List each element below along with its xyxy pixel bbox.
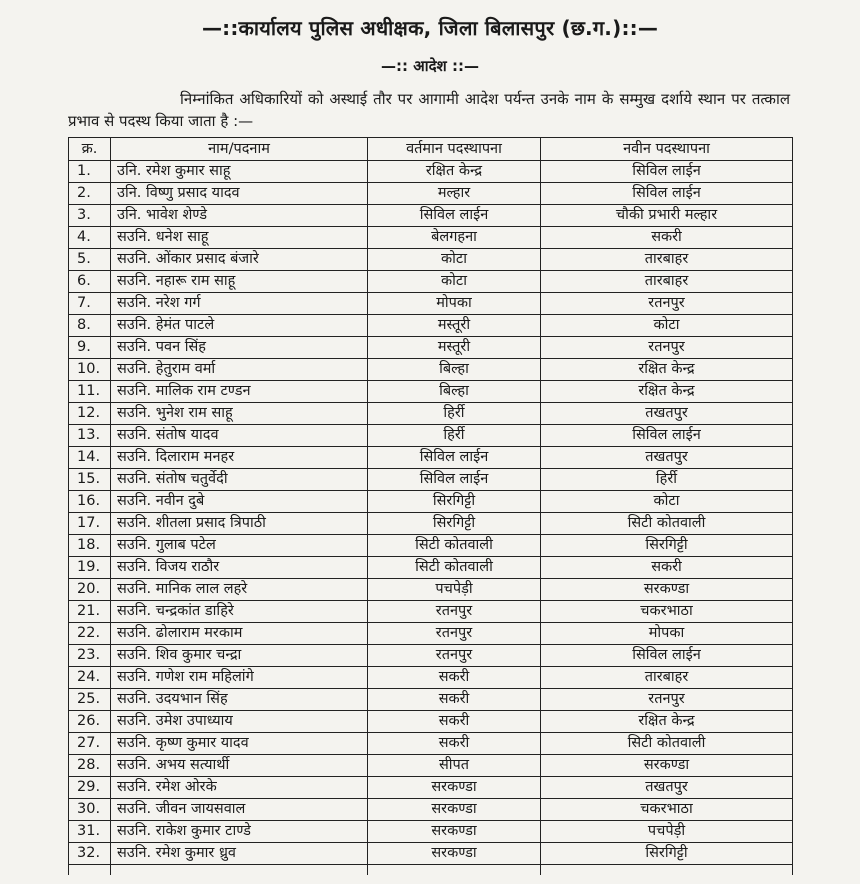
row-serial: 26. <box>69 711 111 733</box>
row-current-posting: रतनपुर <box>368 601 541 623</box>
row-name: सउनि. नरेश गर्ग <box>111 293 368 315</box>
row-serial: 23. <box>69 645 111 667</box>
row-serial: 17. <box>69 513 111 535</box>
row-current-posting: बिल्हा <box>368 381 541 403</box>
row-new-posting: रक्षित केन्द्र <box>541 711 793 733</box>
row-new-posting: सकरी <box>541 557 793 579</box>
table-row <box>69 381 793 403</box>
row-serial: 8. <box>69 315 111 337</box>
row-name: सउनि. संतोष चतुर्वेदी <box>111 469 368 491</box>
row-serial: 6. <box>69 271 111 293</box>
row-name: सउनि. ओंकार प्रसाद बंजारे <box>111 249 368 271</box>
row-name: सउनि. ढोलाराम मरकाम <box>111 623 368 645</box>
row-new-posting: रतनपुर <box>541 689 793 711</box>
row-name: सउनि. संतोष यादव <box>111 425 368 447</box>
row-name: सउनि. रमेश ओरके <box>111 777 368 799</box>
row-serial: 22. <box>69 623 111 645</box>
row-serial: 32. <box>69 843 111 865</box>
table-row <box>69 557 793 579</box>
row-new-posting: तखतपुर <box>541 777 793 799</box>
table-row-cutoff <box>69 865 793 876</box>
row-current-posting: रतनपुर <box>368 645 541 667</box>
table-row <box>69 755 793 777</box>
row-serial: 11. <box>69 381 111 403</box>
row-current-posting: सिटी कोतवाली <box>368 535 541 557</box>
row-serial: 13. <box>69 425 111 447</box>
row-current-posting: सरकण्डा <box>368 843 541 865</box>
row-new-posting: तारबाहर <box>541 667 793 689</box>
row-name: सउनि. मानिक लाल लहरे <box>111 579 368 601</box>
row-current-posting: सिविल लाईन <box>368 447 541 469</box>
row-current-posting: मोपका <box>368 293 541 315</box>
row-name: सउनि. जीवन जायसवाल <box>111 799 368 821</box>
table-row <box>69 183 793 205</box>
row-new-posting: रक्षित केन्द्र <box>541 359 793 381</box>
table-row <box>69 161 793 183</box>
row-current-posting: कोटा <box>368 271 541 293</box>
row-serial: 30. <box>69 799 111 821</box>
header-new-posting: नवीन पदस्थापना <box>541 138 793 161</box>
table-row <box>69 579 793 601</box>
row-name: सउनि. नवीन दुबे <box>111 491 368 513</box>
row-serial: 1. <box>69 161 111 183</box>
row-name: उनि. भावेश शेण्डे <box>111 205 368 227</box>
row-serial: 2. <box>69 183 111 205</box>
row-serial: 29. <box>69 777 111 799</box>
row-name: सउनि. चन्द्रकांत डाहिरे <box>111 601 368 623</box>
row-name: सउनि. कृष्ण कुमार यादव <box>111 733 368 755</box>
row-current-posting: सरकण्डा <box>368 821 541 843</box>
table-header-row <box>69 138 793 161</box>
table-row <box>69 205 793 227</box>
row-name: सउनि. शीतला प्रसाद त्रिपाठी <box>111 513 368 535</box>
header-current-posting: वर्तमान पदस्थापना <box>368 138 541 161</box>
row-new-posting: सिटी कोतवाली <box>541 733 793 755</box>
row-new-posting: तखतपुर <box>541 403 793 425</box>
row-current-posting: सिटी कोतवाली <box>368 557 541 579</box>
row-current-posting: बिल्हा <box>368 359 541 381</box>
row-new-posting: सिरगिट्टी <box>541 535 793 557</box>
row-new-posting: हिर्री <box>541 469 793 491</box>
row-cutoff-cell <box>541 865 793 876</box>
row-serial: 7. <box>69 293 111 315</box>
table-row <box>69 667 793 689</box>
row-current-posting: हिर्री <box>368 403 541 425</box>
row-new-posting: रक्षित केन्द्र <box>541 381 793 403</box>
row-serial: 31. <box>69 821 111 843</box>
row-serial: 10. <box>69 359 111 381</box>
row-name: सउनि. पवन सिंह <box>111 337 368 359</box>
row-serial: 15. <box>69 469 111 491</box>
table-row <box>69 711 793 733</box>
row-current-posting: हिर्री <box>368 425 541 447</box>
header-serial: क्र. <box>69 138 111 161</box>
order-heading: —:: आदेश ::— <box>381 57 479 75</box>
row-current-posting: पचपेड़ी <box>368 579 541 601</box>
row-name: सउनि. भुनेश राम साहू <box>111 403 368 425</box>
row-name: सउनि. धनेश साहू <box>111 227 368 249</box>
row-serial: 25. <box>69 689 111 711</box>
row-new-posting: रतनपुर <box>541 293 793 315</box>
row-serial: 9. <box>69 337 111 359</box>
row-name: सउनि. गुलाब पटेल <box>111 535 368 557</box>
row-name: सउनि. हेमंत पाटले <box>111 315 368 337</box>
row-new-posting: सरकण्डा <box>541 755 793 777</box>
row-new-posting: पचपेड़ी <box>541 821 793 843</box>
row-name: सउनि. अभय सत्यार्थी <box>111 755 368 777</box>
table-row <box>69 227 793 249</box>
row-current-posting: सिरगिट्टी <box>368 513 541 535</box>
table-row <box>69 403 793 425</box>
row-new-posting: कोटा <box>541 315 793 337</box>
row-current-posting: रक्षित केन्द्र <box>368 161 541 183</box>
table-row <box>69 689 793 711</box>
row-current-posting: सरकण्डा <box>368 799 541 821</box>
table-row <box>69 799 793 821</box>
row-name: सउनि. गणेश राम महिलांगे <box>111 667 368 689</box>
row-name: सउनि. उदयभान सिंह <box>111 689 368 711</box>
row-new-posting: सकरी <box>541 227 793 249</box>
office-title: —::कार्यालय पुलिस अधीक्षक, जिला बिलासपुर (छ.ग.)::— <box>201 16 659 40</box>
row-serial: 18. <box>69 535 111 557</box>
row-new-posting: सिविल लाईन <box>541 425 793 447</box>
row-serial: 16. <box>69 491 111 513</box>
row-serial: 14. <box>69 447 111 469</box>
row-new-posting: चौकी प्रभारी मल्हार <box>541 205 793 227</box>
table-body <box>69 161 793 876</box>
row-cutoff-cell <box>111 865 368 876</box>
row-name: सउनि. हेतुराम वर्मा <box>111 359 368 381</box>
row-new-posting: सिविल लाईन <box>541 161 793 183</box>
row-serial: 20. <box>69 579 111 601</box>
row-name: सउनि. उमेश उपाध्याय <box>111 711 368 733</box>
table-row <box>69 491 793 513</box>
row-name: उनि. विष्णु प्रसाद यादव <box>111 183 368 205</box>
row-cutoff-cell <box>69 865 111 876</box>
row-new-posting: सिटी कोतवाली <box>541 513 793 535</box>
table-row <box>69 821 793 843</box>
row-current-posting: मल्हार <box>368 183 541 205</box>
row-name: सउनि. शिव कुमार चन्द्रा <box>111 645 368 667</box>
row-new-posting: सरकण्डा <box>541 579 793 601</box>
row-serial: 19. <box>69 557 111 579</box>
table-row <box>69 843 793 865</box>
row-current-posting: सिविल लाईन <box>368 205 541 227</box>
row-serial: 21. <box>69 601 111 623</box>
row-new-posting: सिविल लाईन <box>541 645 793 667</box>
table-row <box>69 601 793 623</box>
row-serial: 4. <box>69 227 111 249</box>
row-new-posting: चकरभाठा <box>541 799 793 821</box>
row-name: सउनि. रमेश कुमार ध्रुव <box>111 843 368 865</box>
row-new-posting: चकरभाठा <box>541 601 793 623</box>
row-new-posting: सिरगिट्टी <box>541 843 793 865</box>
row-new-posting: तारबाहर <box>541 271 793 293</box>
row-name: सउनि. मालिक राम टण्डन <box>111 381 368 403</box>
row-current-posting: सिरगिट्टी <box>368 491 541 513</box>
table-row <box>69 513 793 535</box>
table-row <box>69 249 793 271</box>
row-current-posting: सकरी <box>368 711 541 733</box>
row-current-posting: सकरी <box>368 667 541 689</box>
row-current-posting: रतनपुर <box>368 623 541 645</box>
table-row <box>69 469 793 491</box>
row-name: सउनि. राकेश कुमार टाण्डे <box>111 821 368 843</box>
order-paragraph-text: निम्नांकित अधिकारियों को अस्थाई तौर पर आगामी आदेश पर्यन्त उनके नाम के सम्मुख दर्शाये स्थान पर तत्काल प्रभाव से पदस्थ किया जाता है :— <box>68 90 790 130</box>
row-current-posting: मस्तूरी <box>368 337 541 359</box>
header-name: नाम/पदनाम <box>111 138 368 161</box>
table-row <box>69 777 793 799</box>
table-row <box>69 623 793 645</box>
table-row <box>69 359 793 381</box>
row-current-posting: सकरी <box>368 689 541 711</box>
posting-table <box>68 137 793 875</box>
row-current-posting: सीपत <box>368 755 541 777</box>
order-paragraph <box>68 88 790 132</box>
table-row <box>69 425 793 447</box>
row-current-posting: कोटा <box>368 249 541 271</box>
row-serial: 12. <box>69 403 111 425</box>
table-row <box>69 271 793 293</box>
row-current-posting: मस्तूरी <box>368 315 541 337</box>
row-serial: 24. <box>69 667 111 689</box>
table-row <box>69 315 793 337</box>
row-serial: 5. <box>69 249 111 271</box>
table-row <box>69 447 793 469</box>
row-name: उनि. रमेश कुमार साहू <box>111 161 368 183</box>
row-new-posting: तारबाहर <box>541 249 793 271</box>
table-row <box>69 733 793 755</box>
table-row <box>69 293 793 315</box>
row-new-posting: रतनपुर <box>541 337 793 359</box>
row-name: सउनि. विजय राठौर <box>111 557 368 579</box>
row-current-posting: बेलगहना <box>368 227 541 249</box>
table-row <box>69 645 793 667</box>
row-cutoff-cell <box>368 865 541 876</box>
row-serial: 3. <box>69 205 111 227</box>
row-name: सउनि. नहारू राम साहू <box>111 271 368 293</box>
row-current-posting: सिविल लाईन <box>368 469 541 491</box>
table-row <box>69 535 793 557</box>
row-serial: 28. <box>69 755 111 777</box>
row-new-posting: मोपका <box>541 623 793 645</box>
row-new-posting: तखतपुर <box>541 447 793 469</box>
row-new-posting: सिविल लाईन <box>541 183 793 205</box>
table-row <box>69 337 793 359</box>
row-name: सउनि. दिलाराम मनहर <box>111 447 368 469</box>
row-current-posting: सरकण्डा <box>368 777 541 799</box>
row-new-posting: कोटा <box>541 491 793 513</box>
row-current-posting: सकरी <box>368 733 541 755</box>
row-serial: 27. <box>69 733 111 755</box>
